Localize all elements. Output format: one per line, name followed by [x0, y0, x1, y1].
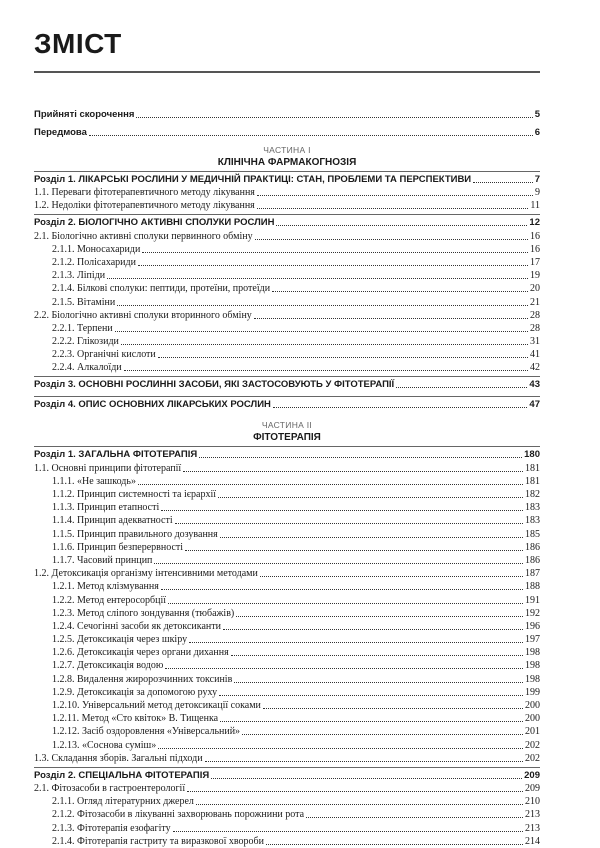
toc-page-number: 185	[525, 528, 540, 540]
toc-page-number: 181	[525, 475, 540, 487]
toc-item-entry[interactable]	[34, 752, 540, 765]
toc-entry-label: Розділ 1. ЗАГАЛЬНА ФІТОТЕРАПІЯ	[34, 449, 198, 461]
title-rule	[34, 71, 540, 73]
toc-entry-label: 1.2.6. Детоксикація через органи дихання	[52, 647, 229, 659]
toc-item-entry[interactable]	[34, 514, 540, 527]
toc-page-number: 9	[535, 187, 540, 199]
toc-page-number: 41	[530, 349, 540, 361]
toc-entry-label: 1.1.7. Часовий принцип	[52, 554, 153, 566]
toc-page-number: 42	[530, 362, 540, 374]
toc-item-entry[interactable]	[34, 527, 540, 540]
dot-leader	[142, 252, 528, 253]
toc-page-number: 202	[525, 752, 540, 764]
toc-item-entry[interactable]	[34, 461, 540, 474]
toc-page-number: 19	[530, 270, 540, 282]
toc-entry-label: 1.2.10. Універсальний метод детоксикації соками	[52, 700, 261, 711]
toc-page-number: 202	[525, 739, 540, 751]
dot-leader	[218, 497, 523, 498]
toc-entry-label: 1.2.12. Засіб оздоровлення «Універсальний»	[52, 726, 241, 738]
toc-entry-label: 2.1. Біологічно активні сполуки первинного обміну	[34, 230, 253, 242]
toc-entry-label: 2.2.3. Органічні кислоти	[52, 349, 156, 361]
toc-entry-label: 2.2. Біологічно активні сполуки вторинного обміну	[34, 309, 252, 321]
dot-leader	[257, 208, 529, 209]
toc-page-number: 198	[525, 647, 540, 659]
part-label: ЧАСТИНА ІІ	[261, 420, 313, 431]
toc-item-entry[interactable]	[34, 580, 540, 593]
toc-item-entry[interactable]	[34, 699, 540, 712]
dot-leader	[273, 407, 528, 408]
toc-entry-label: 1.2.1. Метод клізмування	[52, 581, 159, 593]
toc-page-number: 201	[525, 726, 540, 738]
dot-leader	[187, 791, 523, 792]
dot-leader	[161, 510, 523, 511]
toc-item-entry[interactable]	[34, 672, 540, 685]
toc-page-number: 198	[525, 673, 540, 685]
dot-leader	[396, 387, 527, 388]
toc-entry-label: 1.2.2. Метод ентеросорбції	[52, 594, 167, 606]
toc-entry-label: 2.2.2. Глікозиди	[52, 336, 119, 348]
toc-page-number: 210	[525, 796, 540, 808]
toc-item-entry[interactable]	[34, 243, 540, 256]
toc-page-number: 183	[525, 515, 540, 527]
toc-entry-label: 1.1.5. Принцип правильного дозування	[52, 528, 218, 540]
toc-entry-label: Розділ 3. ОСНОВНІ РОСЛИННІ ЗАСОБИ, ЯКІ ЗАСТОСОВУЮТЬ У ФІТОТЕРАПІЇ	[34, 379, 395, 391]
dot-leader	[306, 817, 523, 818]
toc-page-number: 31	[530, 336, 540, 348]
dot-leader	[211, 778, 522, 779]
toc-page-number: 16	[530, 243, 540, 255]
toc-page-number: 209	[525, 782, 540, 794]
toc-item-entry[interactable]	[34, 269, 540, 282]
toc-item-entry[interactable]	[34, 475, 540, 488]
toc-entry-label: 2.1.3. Фітотерапія езофагіту	[52, 822, 171, 834]
dot-leader	[168, 603, 523, 604]
toc-page-number: 181	[525, 462, 540, 474]
toc-entry-label: 1.2.11. Метод «Сто квіток» В. Тищенка	[52, 713, 219, 725]
toc-page-number: 21	[530, 296, 540, 308]
toc-entry-label: Розділ 2. СПЕЦІАЛЬНА ФІТОТЕРАПІЯ	[34, 769, 210, 781]
toc-item-entry[interactable]	[34, 620, 540, 633]
toc-item-entry[interactable]	[34, 309, 540, 322]
toc-item-entry[interactable]	[34, 593, 540, 606]
toc-item-entry[interactable]	[34, 821, 540, 834]
dot-leader	[242, 734, 523, 735]
dot-leader	[161, 589, 523, 590]
dot-leader	[89, 135, 533, 136]
toc-page-number: 43	[529, 379, 540, 391]
toc-page-number: 28	[530, 309, 540, 321]
dot-leader	[138, 265, 528, 266]
toc-entry-label: 2.2.1. Терпени	[52, 322, 113, 334]
toc-item-entry[interactable]	[34, 725, 540, 738]
toc-page-number: 196	[525, 620, 540, 632]
toc-page-number: 198	[525, 660, 540, 672]
toc-page-number: 186	[525, 541, 540, 553]
toc-entry-label: 1.1. Основні принципи фітотерапії	[34, 462, 182, 474]
toc-page-number: 199	[525, 686, 540, 698]
dot-leader	[272, 291, 528, 292]
toc-page-number: 214	[525, 835, 540, 847]
toc-page-number: 188	[525, 581, 540, 593]
toc-section-entry[interactable]	[34, 171, 540, 186]
toc-item-entry[interactable]	[34, 554, 540, 567]
toc-item-entry[interactable]	[34, 348, 540, 361]
toc-page-number: 183	[525, 502, 540, 514]
toc-page-number: 197	[525, 634, 540, 646]
toc-entry-label: 2.1.1. Моносахариди	[52, 243, 141, 255]
toc-entry-label: 2.1.3. Ліпіди	[52, 270, 106, 282]
toc-page-number: 192	[525, 607, 540, 619]
dot-leader	[205, 761, 523, 762]
dot-leader	[236, 616, 523, 617]
dot-leader	[220, 721, 523, 722]
toc-item-entry[interactable]	[34, 808, 540, 821]
toc-entry-label: Розділ 4. ОПИС ОСНОВНИХ ЛІКАРСЬКИХ РОСЛИН	[34, 399, 271, 411]
dot-leader	[473, 182, 533, 183]
dot-leader	[266, 844, 523, 845]
toc-page-number: 200	[525, 700, 540, 711]
toc-item-entry[interactable]	[34, 361, 540, 374]
dot-leader	[255, 239, 528, 240]
toc-item-entry[interactable]	[34, 646, 540, 659]
dot-leader	[189, 642, 523, 643]
toc-entry-label: Розділ 2. БІОЛОГІЧНО АКТИВНІ СПОЛУКИ РОСЛИН	[34, 217, 275, 229]
toc-item-entry[interactable]	[34, 335, 540, 348]
dot-leader	[183, 471, 523, 472]
toc-entry-label: 1.2.7. Детоксикація водою	[52, 660, 164, 672]
toc-entry-label: 1.2.9. Детоксикація за допомогою руху	[52, 686, 218, 698]
toc-entry-label: 1.1.4. Принцип адекватності	[52, 515, 173, 527]
toc-page-number: 28	[530, 322, 540, 334]
dot-leader	[260, 576, 523, 577]
dot-leader	[121, 344, 528, 345]
toc-section-entry[interactable]	[34, 767, 540, 782]
toc-entry-label: 2.1.2. Полісахариди	[52, 256, 136, 268]
toc-page-number: 213	[525, 822, 540, 834]
dot-leader	[254, 318, 528, 319]
toc-entry-label: 1.1.2. Принцип системності та ієрархії	[52, 489, 217, 500]
dot-leader	[165, 668, 523, 669]
dot-leader	[220, 537, 523, 538]
toc-entry-label: 1.2.3. Метод сліпого зондування (тюбажів)	[52, 607, 235, 619]
toc-page-number: 7	[534, 174, 540, 185]
toc-entry-label: 2.1.5. Вітаміни	[52, 296, 116, 308]
dot-leader	[223, 629, 523, 630]
toc-entry-label: 2.1.4. Фітотерапія гастриту та виразкової хвороби	[52, 835, 264, 847]
toc-page-number: 180	[524, 449, 540, 461]
toc-entry-label: Передмова	[34, 127, 87, 138]
toc-page-number: 186	[525, 554, 540, 566]
toc-item-entry[interactable]	[34, 795, 540, 808]
dot-leader	[196, 804, 523, 805]
page-title: ЗМІСТ	[34, 28, 122, 59]
part-title: КЛІНІЧНА ФАРМАКОГНОЗІЯ	[217, 157, 357, 168]
dot-leader	[158, 357, 528, 358]
toc-section-entry[interactable]	[34, 396, 540, 411]
toc-entry-label: 1.1. Переваги фітотерапевтичного методу лікування	[34, 187, 255, 199]
toc-page-number: 17	[530, 256, 540, 268]
toc-item-entry[interactable]	[34, 256, 540, 269]
toc-page-number: 182	[525, 489, 540, 500]
toc-entry-label: 1.2.8. Видалення жиророзчинних токсинів	[52, 673, 233, 685]
toc-page-number: 200	[525, 713, 540, 725]
dot-leader	[136, 117, 532, 118]
part-title: ФІТОТЕРАПІЯ	[253, 432, 321, 444]
toc-page-number: 16	[530, 230, 540, 242]
toc-entry-label: Розділ 1. ЛІКАРСЬКІ РОСЛИНИ У МЕДИЧНІЙ ПРАКТИЦІ: СТАН, ПРОБЛЕМИ ТА ПЕРСПЕКТИВИ	[34, 174, 472, 185]
toc-item-entry[interactable]	[34, 229, 540, 242]
dot-leader	[219, 695, 523, 696]
toc-item-entry[interactable]	[34, 659, 540, 672]
toc-entry-label: 1.2.5. Детоксикація через шкіру	[52, 634, 188, 646]
toc-front-entry[interactable]	[34, 106, 540, 121]
toc-item-entry[interactable]	[34, 738, 540, 751]
dot-leader	[117, 305, 528, 306]
toc-item-entry[interactable]	[34, 282, 540, 295]
toc-entry-label: 2.1.1. Огляд літературних джерел	[52, 796, 194, 808]
toc-entry-label: 1.1.1. «Не зашкодь»	[52, 475, 136, 487]
toc-item-entry[interactable]	[34, 322, 540, 335]
dot-leader	[257, 195, 533, 196]
toc-entry-label: 2.1. Фітозасоби в гастроентерології	[34, 782, 186, 794]
toc-page-number: 187	[525, 568, 540, 580]
toc-section-entry[interactable]	[34, 376, 540, 391]
toc-section-entry[interactable]	[34, 446, 540, 461]
toc-entry-label: Прийняті скорочення	[34, 109, 135, 120]
toc-page-number: 20	[530, 283, 540, 295]
part-label: ЧАСТИНА І	[263, 145, 311, 155]
toc-page-number: 47	[529, 399, 540, 411]
toc-item-entry[interactable]	[34, 199, 540, 212]
dot-leader	[175, 523, 523, 524]
dot-leader	[173, 831, 523, 832]
toc-page-number: 5	[534, 109, 540, 120]
toc-page-number: 209	[524, 769, 540, 781]
toc-page-number: 191	[525, 594, 540, 606]
toc-item-entry[interactable]	[34, 712, 540, 725]
dot-leader	[185, 550, 523, 551]
toc-entry-label: 1.2.13. «Соснова суміш»	[52, 739, 157, 751]
dot-leader	[158, 748, 523, 749]
toc-item-entry[interactable]	[34, 488, 540, 501]
dot-leader	[107, 278, 528, 279]
dot-leader	[199, 457, 522, 458]
toc-entry-label: 1.1.6. Принцип безперервності	[52, 541, 184, 553]
dot-leader	[154, 563, 523, 564]
toc-item-entry[interactable]	[34, 501, 540, 514]
toc-entry-label: 1.2. Детоксикація організму інтенсивними методами	[34, 568, 258, 580]
table-of-contents	[34, 106, 540, 848]
toc-entry-label: 1.2.4. Сечогінні засоби як детоксиканти	[52, 620, 221, 632]
toc-entry-label: 2.1.2. Фітозасоби в лікуванні захворювань порожнини рота	[52, 809, 305, 821]
toc-entry-label: 1.1.3. Принцип етапності	[52, 502, 160, 514]
toc-page-number: 6	[534, 127, 540, 138]
toc-front-entry[interactable]	[34, 124, 540, 139]
toc-item-entry[interactable]	[34, 567, 540, 580]
dot-leader	[231, 655, 523, 656]
toc-section-entry[interactable]	[34, 214, 540, 229]
toc-item-entry[interactable]	[34, 186, 540, 199]
dot-leader	[138, 484, 523, 485]
toc-page-number: 213	[525, 809, 540, 821]
dot-leader	[276, 225, 527, 226]
toc-entry-label: 2.2.4. Алкалоїди	[52, 362, 122, 374]
toc-item-entry[interactable]	[34, 686, 540, 699]
toc-page-number: 11	[530, 200, 540, 212]
toc-item-entry[interactable]	[34, 782, 540, 795]
toc-entry-label: 1.3. Складання зборів. Загальні підходи	[34, 752, 203, 764]
toc-item-entry[interactable]	[34, 541, 540, 554]
toc-entry-label: 1.2. Недоліки фітотерапевтичного методу лікування	[34, 200, 255, 212]
toc-page-number: 12	[529, 217, 540, 229]
toc-item-entry[interactable]	[34, 607, 540, 620]
toc-entry-label: 2.1.4. Білкові сполуки: пептиди, протеїни, протеїди	[52, 283, 271, 295]
dot-leader	[115, 331, 528, 332]
dot-leader	[263, 708, 523, 709]
dot-leader	[234, 682, 523, 683]
dot-leader	[124, 370, 528, 371]
toc-item-entry[interactable]	[34, 295, 540, 308]
toc-item-entry[interactable]	[34, 633, 540, 646]
